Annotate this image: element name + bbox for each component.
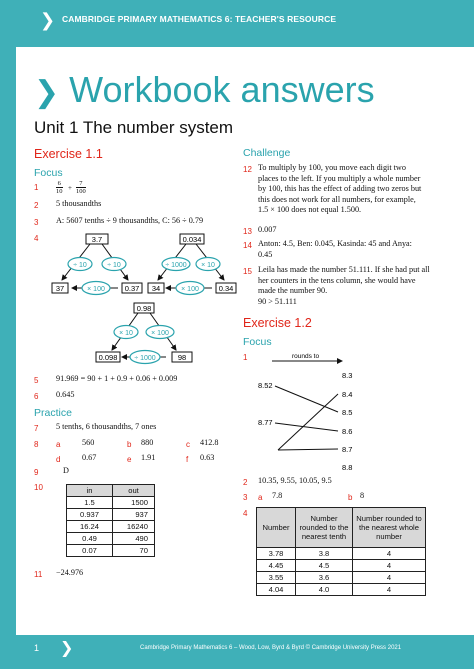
left-value: 8.77 — [258, 418, 273, 427]
table-cell: 490 — [113, 533, 155, 545]
table-cell: 3.8 — [296, 548, 353, 560]
footer-bar — [0, 635, 474, 669]
rounding-table — [256, 507, 426, 596]
value-label: 0.34 — [218, 284, 234, 293]
right-value: 8.4 — [342, 390, 353, 399]
table-header-row — [257, 508, 426, 548]
right-value: 8.3 — [342, 371, 353, 380]
table-header: out — [113, 485, 155, 497]
answer-text: 5 thousandths — [56, 199, 102, 208]
question-number: 7 — [34, 424, 39, 433]
table-cell: 0.07 — [67, 545, 113, 557]
exercise-heading: Exercise 1.1 — [34, 147, 103, 161]
question-number: 15 — [243, 267, 252, 276]
left-value: 8.52 — [258, 381, 273, 390]
answer-text: 0.007 — [258, 225, 277, 234]
unit-heading: Unit 1 The number system — [34, 118, 234, 137]
table-cell: 4 — [353, 584, 426, 596]
table-row — [67, 521, 155, 533]
fraction: 6 10 — [56, 180, 63, 195]
answer-text: 0.67 — [82, 453, 97, 462]
question-number: 8 — [34, 440, 39, 449]
answer-text: To multiply by 100, you move each digit two places to the left. If you multiply a whole number by 100, this has the effect of adding two zeros but this does not work for all numbers, for example, 1.5 × 100 does not equal 1.500. — [258, 163, 422, 214]
answer-text: 560 — [82, 438, 95, 447]
in-out-table — [66, 484, 155, 557]
table-cell: 4 — [353, 572, 426, 584]
table-cell: 0.49 — [67, 533, 113, 545]
plus-sign: + — [68, 184, 72, 192]
question-number: 1 — [243, 353, 248, 362]
answer-text: 412.8 — [200, 438, 219, 447]
answer-text: 91.969 = 90 + 1 + 0.9 + 0.06 + 0.009 — [56, 374, 178, 383]
question-number: 1 — [34, 183, 39, 192]
rounding-diagram — [258, 353, 352, 472]
match-line — [275, 386, 338, 412]
answer-text: 0.645 — [56, 390, 75, 399]
table-cell: 3.78 — [257, 548, 296, 560]
answer-text: 10.35, 9.55, 10.05, 9.5 — [258, 476, 332, 485]
part-label: d — [56, 455, 61, 464]
operation-label: × 10 — [119, 330, 133, 337]
header-title: CAMBRIDGE PRIMARY MATHEMATICS 6: TEACHER'S RESOURCE — [62, 14, 337, 24]
table-cell: 70 — [113, 545, 155, 557]
answer-text: Anton: 4.5, Ben: 0.045, Kasinda: 45 and Anya: 0.45 — [258, 239, 412, 259]
table-header: in — [67, 485, 113, 497]
chevron-right-icon: ❯ — [40, 10, 56, 31]
value-label: 0.098 — [98, 353, 118, 362]
question-number: 4 — [34, 234, 39, 243]
answer-text: D — [63, 466, 69, 475]
table-header: Number rounded to the nearest whole number — [353, 508, 426, 548]
diagram-3 — [96, 303, 192, 364]
fraction: 7 100 — [76, 180, 86, 195]
table-row — [257, 560, 426, 572]
match-line — [275, 423, 338, 431]
table-cell: 16240 — [113, 521, 155, 533]
answer-text: 0.63 — [200, 453, 215, 462]
part-label: b — [348, 493, 353, 502]
table-row — [67, 533, 155, 545]
table-cell: 4.5 — [296, 560, 353, 572]
match-line — [278, 449, 338, 450]
question-number: 12 — [243, 165, 252, 174]
challenge-heading: Challenge — [243, 147, 291, 159]
operation-label: × 100 — [87, 286, 105, 293]
part-label: e — [127, 455, 132, 464]
operation-label: ÷ 10 — [73, 262, 87, 269]
operation-label: ÷ 1000 — [165, 262, 187, 269]
question-number: 14 — [243, 241, 252, 250]
question-number: 2 — [243, 478, 248, 487]
operation-label: ÷ 1000 — [134, 355, 156, 362]
answer-text: 8 — [360, 491, 365, 500]
table-cell: 937 — [113, 509, 155, 521]
table-cell: 4 — [353, 548, 426, 560]
table-cell: 4.45 — [257, 560, 296, 572]
page-number: 1 — [34, 643, 40, 653]
part-label: b — [127, 440, 132, 449]
table-cell: 4 — [353, 560, 426, 572]
question-number: 13 — [243, 227, 252, 236]
table-row — [257, 572, 426, 584]
part-label: f — [186, 455, 189, 464]
part-label: a — [258, 493, 263, 502]
value-label: 37 — [55, 284, 65, 293]
answer-text: 90 > 51.111 — [258, 297, 297, 306]
operation-label: ÷ 10 — [107, 262, 121, 269]
table-cell: 1.5 — [67, 497, 113, 509]
operation-label: × 100 — [151, 330, 169, 337]
right-value: 8.6 — [342, 427, 353, 436]
value-label: 0.98 — [136, 304, 152, 313]
answer-text: Leila has made the number 51.111. If she had put all her counters in the tens column, she would have made the number 90. — [258, 265, 430, 295]
answer-text: 880 — [141, 438, 154, 447]
answer-text: 1.91 — [141, 453, 156, 462]
table-cell: 3.6 — [296, 572, 353, 584]
table-cell: 1500 — [113, 497, 155, 509]
part-label: a — [56, 440, 61, 449]
diagram-2 — [148, 234, 236, 295]
table-row — [67, 497, 155, 509]
part-label: c — [186, 440, 190, 449]
table-cell: 4.04 — [257, 584, 296, 596]
question-number: 10 — [34, 483, 43, 492]
answer-text: −24.976 — [56, 568, 84, 577]
answer-text: A: 5607 tenths ÷ 9 thousandths, C: 56 ÷ 0.79 — [56, 216, 204, 225]
focus-heading: Focus — [34, 167, 63, 179]
table-row — [67, 509, 155, 521]
table-header: Number rounded to the nearest tenth — [296, 508, 353, 548]
question-number: 4 — [243, 509, 248, 518]
question-number: 2 — [34, 201, 39, 210]
focus-heading: Focus — [243, 336, 272, 348]
exercise-heading: Exercise 1.2 — [243, 316, 312, 330]
table-header-row — [67, 485, 155, 497]
table-header: Number — [257, 508, 296, 548]
table-cell: 4.0 — [296, 584, 353, 596]
table-row — [257, 584, 426, 596]
diagram-1 — [52, 234, 142, 295]
practice-heading: Practice — [34, 407, 72, 419]
value-label: 34 — [151, 284, 161, 293]
answer-text: 5 tenths, 6 thousandths, 7 ones — [56, 422, 157, 431]
question-number: 6 — [34, 392, 39, 401]
value-label: 0.37 — [124, 284, 140, 293]
right-value: 8.8 — [342, 463, 353, 472]
value-label: 98 — [177, 353, 187, 362]
question-number: 5 — [34, 376, 39, 385]
table-row — [257, 548, 426, 560]
right-value: 8.7 — [342, 445, 353, 454]
table-cell: 0.937 — [67, 509, 113, 521]
operation-label: × 10 — [201, 262, 215, 269]
value-label: 3.7 — [91, 235, 103, 244]
question-number: 11 — [34, 570, 43, 579]
table-cell: 3.55 — [257, 572, 296, 584]
footer-credit: Cambridge Primary Mathematics 6 – Wood, Low, Byrd & Byrd © Cambridge University Press 2021 — [140, 645, 402, 651]
page-title: ❯ Workbook answers — [34, 69, 375, 110]
rounds-to-label: rounds to — [292, 353, 320, 360]
question-number: 3 — [34, 218, 39, 227]
question-number: 9 — [34, 468, 39, 477]
chevron-right-icon: ❯ — [60, 638, 74, 657]
value-label: 0.034 — [182, 235, 202, 244]
table-cell: 16.24 — [67, 521, 113, 533]
table-row — [67, 545, 155, 557]
question-number: 3 — [243, 493, 248, 502]
operation-label: × 100 — [181, 286, 199, 293]
answer-text: 7.8 — [272, 491, 283, 500]
match-line — [278, 394, 338, 450]
title-chevron-icon: ❯ — [34, 75, 60, 110]
right-value: 8.5 — [342, 408, 353, 417]
